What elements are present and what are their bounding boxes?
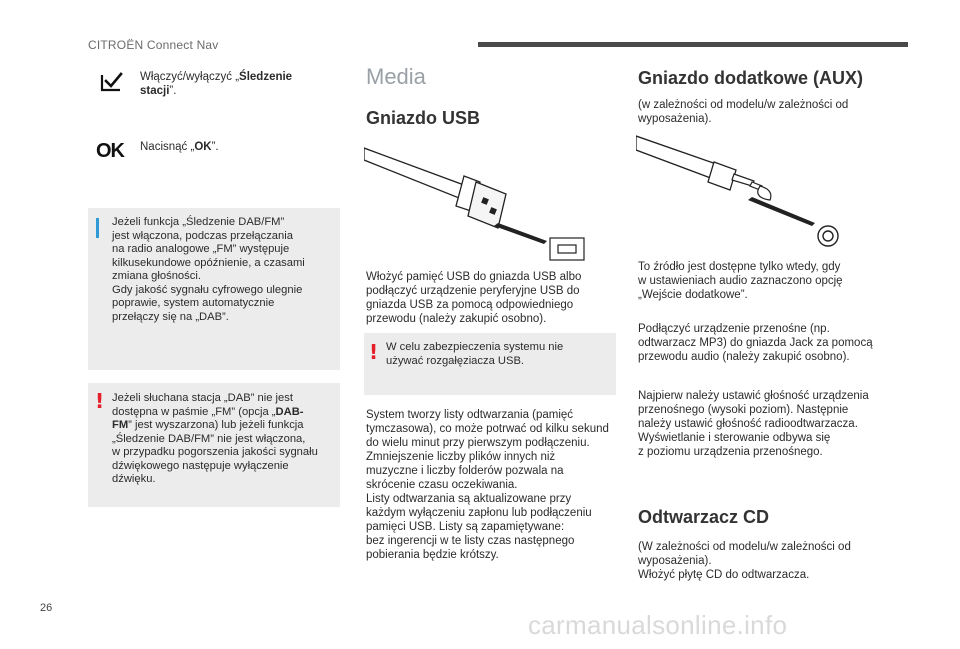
aux-paragraph-2: Podłączyć urządzenie przenośne (np. odtwarzacz MP3) do gniazda Jack za pomocą przewodu audio (należy zakupić osobno).: [638, 323, 873, 363]
note-line: W celu zabezpieczenia systemu nie: [386, 341, 564, 353]
note-line: jest włączona, podczas przełączania: [112, 229, 293, 242]
ok-icon: OK: [96, 140, 124, 162]
aux-heading: Gniazdo dodatkowe (AUX): [638, 68, 863, 88]
note-line: dostępna w paśmie „FM” (opcja „DAB-: [112, 405, 304, 418]
warning-note: [88, 383, 340, 507]
usb-heading: Gniazdo USB: [366, 108, 481, 128]
note-line: w przypadku pogorszenia jakości sygnału: [112, 446, 318, 458]
cd-heading: Odtwarzacz CD: [638, 507, 770, 527]
info-note: [88, 208, 340, 370]
note-line: Jeżeli funkcja „Śledzenie DAB/FM”: [112, 216, 285, 228]
usb-instructions: Włożyć pamięć USB do gniazda USB albo podłączyć urządzenie peryferyjne USB do gniazda USB za pomocą odpowiedniego przewodu (należy zakupić osobno).: [366, 271, 582, 325]
note-line: przełączy się na „DAB”.: [112, 310, 229, 323]
note-line: FM” jest wyszarzona) lub jeżeli funkcja: [112, 419, 304, 431]
toggle-check-icon: [100, 72, 124, 92]
note-line: używać rozgałęziacza USB.: [386, 354, 525, 367]
aux-availability: (w zależności od modelu/w zależności od wyposażenia).: [638, 99, 849, 125]
exclamation-warning-icon: !: [95, 389, 105, 413]
usb-plug-illustration: [364, 146, 594, 262]
aux-paragraph-1: To źródło jest dostępne tylko wtedy, gdy w ustawieniach audio zaznaczono opcję „Wejście dodatkowe”.: [638, 261, 843, 301]
watermark: carmanualsonline.info: [528, 610, 788, 640]
note-line: dźwiękowego następuje wyłączenie: [112, 459, 289, 472]
playlist-paragraph: System tworzy listy odtwarzania (pamięć tymczasowa), co może potrwać od kilku sekund do wielu minut przy pierwszym podłączeniu. Zmniejszenie liczby plików innych niż muzyczne i liczby folderów pozwala na skrócenie czasu oczekiwania. Listy odtwarzania są aktualizowane przy każdym wyłączeniu zapłonu lub podłączeniu pamięci USB. Listy są zapamiętywane: bez ingerencji w te listy czas następnego pobierania będzie krótszy.: [366, 409, 609, 561]
note-line: „Śledzenie DAB/FM” nie jest włączona,: [112, 432, 306, 445]
toggle-tracking-instruction: Włączyć/wyłączyć „Śledzenie stacji”.: [140, 71, 293, 97]
info-bar-icon: [96, 218, 99, 238]
ok-instruction: Nacisnąć „OK”.: [140, 141, 219, 153]
header-title: CITROËN Connect Nav: [88, 38, 219, 52]
note-line: Jeżeli słuchana stacja „DAB” nie jest: [112, 392, 293, 404]
header-bar: [478, 42, 908, 47]
note-line: poprawie, system automatycznie: [112, 297, 275, 309]
note-line: dźwięku.: [112, 473, 156, 485]
jack-plug-illustration: [636, 134, 846, 250]
aux-paragraph-3: Najpierw należy ustawić głośność urządzenia przenośnego (wysoki poziom). Następnie należy ustawić głośność radioodtwarzacza. Wyświetlanie i sterowanie odbywa się z poziomu urządzenia przenośnego.: [638, 390, 869, 458]
note-line: zmiana głośności.: [112, 270, 201, 282]
cd-paragraph: (W zależności od modelu/w zależności od wyposażenia). Włożyć płytę CD do odtwarzacza.: [638, 541, 851, 581]
section-title-media: Media: [366, 64, 426, 89]
usb-warning-note: [364, 333, 616, 395]
note-line: kilkusekundowe opóźnienie, a czasami: [112, 256, 305, 269]
page-number: 26: [40, 602, 53, 614]
note-line: Gdy jakość sygnału cyfrowego ulegnie: [112, 283, 303, 296]
note-line: na radio analogowe „FM” występuje: [112, 243, 290, 255]
exclamation-warning-icon: !: [369, 340, 379, 364]
